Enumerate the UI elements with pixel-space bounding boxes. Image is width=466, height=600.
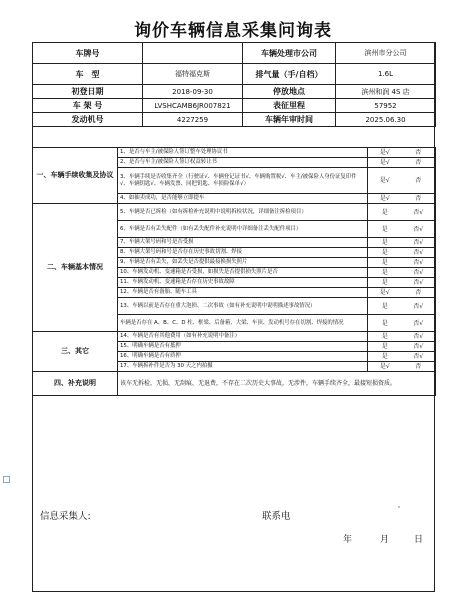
answer-yes[interactable]: 是 xyxy=(368,258,402,268)
checklist-item-text: 12、车辆是否有备胎、随车工具 xyxy=(118,288,368,298)
answer-yes[interactable]: 是 xyxy=(368,248,402,258)
answer-no[interactable]: 否√ xyxy=(402,238,436,248)
vin-label: 车 架 号 xyxy=(33,99,143,113)
checklist-item-text: 10、车辆发动机、变速箱是否受损，如损失是否提供损失照片是否 xyxy=(118,268,368,278)
answer-yes[interactable]: 是 xyxy=(368,352,402,362)
model-label: 车 型 xyxy=(33,64,143,85)
answer-no[interactable]: 否 xyxy=(402,362,436,372)
company-value[interactable]: 滨州市分公司 xyxy=(336,43,436,64)
checklist-item-text: 4、如抽卖成功，是否能够立即提车 xyxy=(118,194,368,204)
supplement-heading: 四、补充说明 xyxy=(33,372,118,396)
displacement-value[interactable]: 1.6L xyxy=(336,64,436,85)
answer-yes[interactable]: 是 xyxy=(368,315,402,332)
answer-yes[interactable]: 是 xyxy=(368,298,402,315)
date-year-label: 年 xyxy=(343,535,353,545)
section-heading: 三、其它 xyxy=(33,332,118,372)
answer-no[interactable]: 否√ xyxy=(402,332,436,342)
checklist-item-text: 13、车辆以前是否存在重大泡损、二次事故（如有补充说明中说明描述事故情况） xyxy=(118,298,368,315)
checklist-table xyxy=(32,147,436,396)
checklist-item-text: 16、明确车辆是否有质押 xyxy=(118,352,368,362)
contact-label: 联系电 xyxy=(262,511,291,522)
collector-label: 信息采集人: xyxy=(40,511,91,522)
answer-no[interactable]: 否√ xyxy=(402,268,436,278)
first-reg-label: 初登日期 xyxy=(33,85,143,99)
date-month-label: 月 xyxy=(380,535,390,545)
checklist-item-text: 2、是否与车主/被保险人签订权益转让书 xyxy=(118,158,368,168)
inspection-label: 车辆年审时间 xyxy=(243,113,336,127)
answer-no[interactable]: 否√ xyxy=(402,258,436,268)
answer-no[interactable]: 否√ xyxy=(402,342,436,352)
checklist-item-text: 11、车辆发动机、变速箱是否存在历史事故故障 xyxy=(118,278,368,288)
checklist-item-text: 5、车辆是否已拆检（如有拆检补充说明中说明拆检状况，详细备注拆检项目） xyxy=(118,204,368,221)
answer-no[interactable]: 否√ xyxy=(402,278,436,288)
answer-yes[interactable]: 是√ xyxy=(368,158,402,168)
checklist-item-text: 6、车辆是否有丢失配件（如有丢失配件补充说明中详细备注丢失配件项目） xyxy=(118,221,368,238)
mileage-value[interactable]: 57952 xyxy=(336,99,436,113)
answer-yes[interactable]: 是√ xyxy=(368,288,402,298)
answer-yes[interactable]: 是 xyxy=(368,278,402,288)
checklist-item-text: 17、车辆拆补件是否为 30 天之内拍摄 xyxy=(118,362,368,372)
answer-yes[interactable]: 是 xyxy=(368,238,402,248)
checklist-item-text: 3、车辆手续是否收集齐全（行驶证√、车辆登记证书√、车辆购置税√、车主/被保险人身份证复印件√、车辆钥匙√、车辆发票、同把钥匙、车损险保单√） xyxy=(118,168,368,194)
answer-yes[interactable]: 是 xyxy=(368,268,402,278)
checklist-item-text: 14、车辆是否有其他费用（如有补充说明中备注） xyxy=(118,332,368,342)
answer-no[interactable]: 否√ xyxy=(402,248,436,258)
mileage-label: 表征里程 xyxy=(243,99,336,113)
answer-yes[interactable]: 是√ xyxy=(368,148,402,158)
answer-yes[interactable]: 是 xyxy=(368,221,402,238)
answer-yes[interactable]: 是 xyxy=(368,332,402,342)
checklist-item-text: 车辆是否存在 A、B、C、D 柱、框梁、后备箱、大梁、车顶、发动机号存在切割、焊接的情况 xyxy=(118,315,368,332)
form-title: 询价车辆信息采集问询表 xyxy=(134,21,332,41)
edit-cursor-icon xyxy=(2,475,10,483)
displacement-label: 排气量（手/自档） xyxy=(243,64,336,85)
checklist-item-text: 8、车辆大架号码和号是否存在历史事故切割、焊接 xyxy=(118,248,368,258)
vin-value[interactable]: LVSHCAMB6JR007821 xyxy=(143,99,243,113)
checklist-item-text: 9、车辆是否有丢失，如丢失是否提供最接换损失照片 xyxy=(118,258,368,268)
supplement-row xyxy=(33,372,436,396)
plate-value[interactable] xyxy=(143,43,243,64)
answer-yes[interactable]: 是√ xyxy=(368,168,402,194)
plate-label: 车牌号 xyxy=(33,43,143,64)
section-heading: 一、车辆手续收集及协议 xyxy=(33,148,118,204)
location-value[interactable]: 滨州和润 4S 店 xyxy=(336,85,436,99)
inspection-value[interactable]: 2025.06.30 xyxy=(336,113,436,127)
answer-no[interactable]: 否 xyxy=(402,148,436,158)
checklist-item-text: 7、车辆大架号码和号是否受损 xyxy=(118,238,368,248)
answer-yes[interactable]: 是 xyxy=(368,204,402,221)
model-value[interactable]: 福特福克斯 xyxy=(143,64,243,85)
answer-no[interactable]: 否 xyxy=(402,194,436,204)
date-day-label: 日 xyxy=(414,535,424,545)
company-label: 车辆处理市公司 xyxy=(243,43,336,64)
answer-no[interactable]: 否√ xyxy=(402,352,436,362)
answer-no[interactable]: 否√ xyxy=(402,298,436,315)
engine-label: 发动机号 xyxy=(33,113,143,127)
contact-mark: ' xyxy=(398,505,400,513)
section-heading: 二、车辆基本情况 xyxy=(33,204,118,332)
answer-yes[interactable]: 是√ xyxy=(368,362,402,372)
answer-yes[interactable]: 是 xyxy=(368,342,402,352)
checklist-row xyxy=(33,204,436,221)
supplement-text[interactable]: 该车无拆检，无损，无刮痕，无退费，不存在二次历史大事故，无涉件，车辆手续齐全，最接短损资质。 xyxy=(118,372,436,396)
checklist-row xyxy=(33,148,436,158)
answer-yes[interactable]: 是√ xyxy=(368,194,402,204)
checklist-row xyxy=(33,332,436,342)
engine-value[interactable]: 4227259 xyxy=(143,113,243,127)
checklist-item-text: 1、是否与车主/被保险人签订整车处理协议书 xyxy=(118,148,368,158)
vehicle-info-table xyxy=(32,42,436,127)
answer-no[interactable]: 否√ xyxy=(402,204,436,221)
location-label: 停放地点 xyxy=(243,85,336,99)
answer-no[interactable]: 否 xyxy=(402,288,436,298)
first-reg-value[interactable]: 2018-09-30 xyxy=(143,85,243,99)
checklist-item-text: 15、明确车辆是否有抵押 xyxy=(118,342,368,352)
answer-no[interactable]: 否√ xyxy=(402,221,436,238)
answer-no[interactable]: 否√ xyxy=(402,315,436,332)
answer-no[interactable]: 否 xyxy=(402,158,436,168)
answer-no[interactable]: 否 xyxy=(402,168,436,194)
